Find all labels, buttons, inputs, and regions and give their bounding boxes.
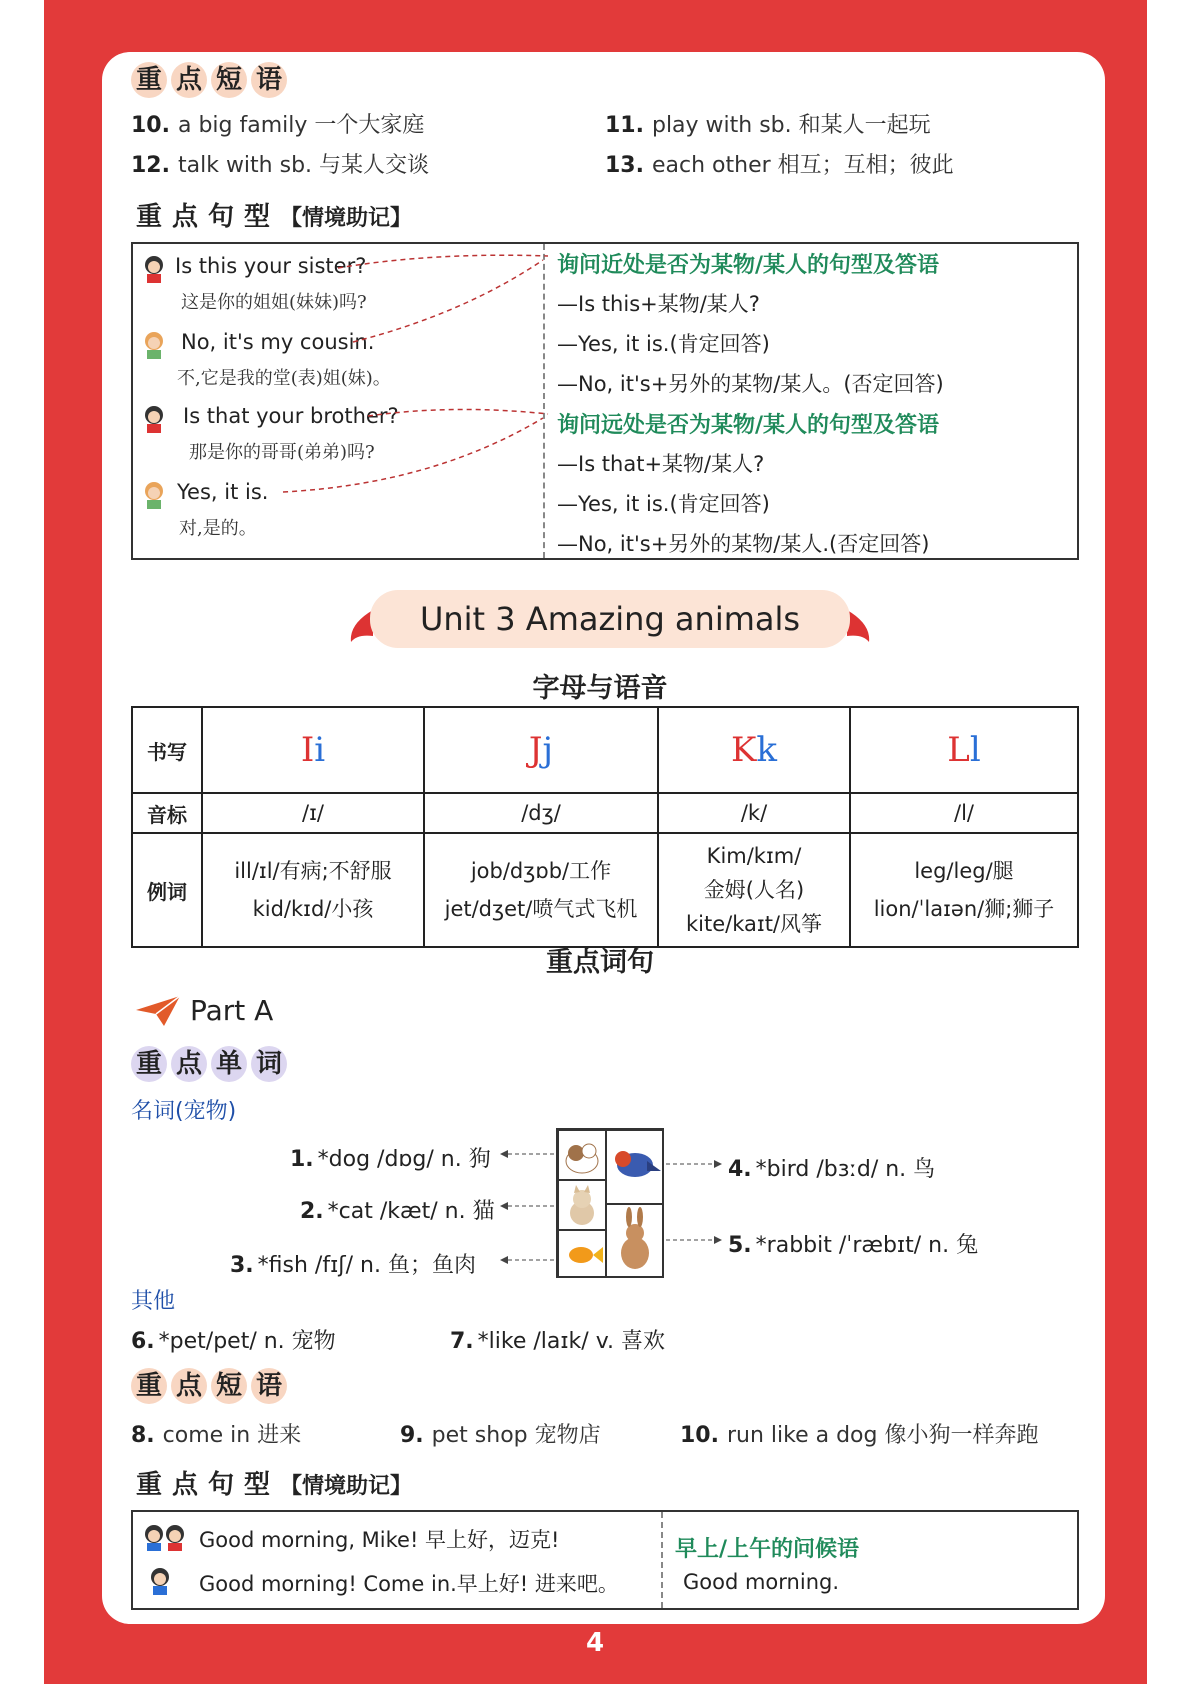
letter-glyph: Ll xyxy=(947,730,981,770)
letter-glyph: Jj xyxy=(528,730,554,770)
dialog-line: Good morning, Mike! 早上好，迈克! xyxy=(199,1528,560,1552)
dialog-en: Yes, it is. xyxy=(177,480,269,504)
rule-head: 询问远处是否为某物/某人的句型及答语 xyxy=(557,413,940,438)
phrase-text: pet shop 宠物店 xyxy=(431,1423,601,1448)
sentence-tag: 【情境助记】 xyxy=(280,206,413,231)
row-label: 音标 xyxy=(132,793,202,833)
phrase-item xyxy=(605,148,954,179)
sentence-tag: 【情境助记】 xyxy=(280,1474,413,1499)
ipa-cell: /dʒ/ xyxy=(424,793,658,833)
letters-heading: 字母与语音 xyxy=(532,673,668,704)
example-word: lion/ˈlaɪən/狮;狮子 xyxy=(873,897,1055,921)
phrase-num: 12. xyxy=(131,153,170,178)
letter-cell xyxy=(658,707,850,793)
two-kids-avatar-icon xyxy=(143,1522,187,1552)
phrase-text: play with sb. 和某人一起玩 xyxy=(651,113,931,138)
dialog-line: Good morning! Come in.早上好! 进来吧。 xyxy=(199,1572,619,1596)
title-char: 语 xyxy=(251,62,287,98)
example-word: job/dʒɒb/工作 xyxy=(470,859,612,883)
vocab-text: *cat /kæt/ n. 猫 xyxy=(327,1199,495,1224)
title-char: 点 xyxy=(171,1046,207,1082)
letter-glyph: Kk xyxy=(730,730,777,770)
title-char: 词 xyxy=(251,1046,287,1082)
bird-picture xyxy=(606,1130,664,1204)
rule-line: —Yes, it is.(肯定回答) xyxy=(557,332,770,356)
vocab-item xyxy=(131,1324,336,1355)
phrase-text: run like a dog 像小狗一样奔跑 xyxy=(726,1423,1039,1448)
example-row xyxy=(132,833,1078,947)
vocab-num: 3. xyxy=(230,1253,254,1278)
example-cell xyxy=(424,833,658,947)
example-word: kite/kaɪt/风筝 xyxy=(686,912,822,936)
title-char: 重 xyxy=(131,62,167,98)
right-arrows xyxy=(664,1150,724,1250)
vocab-item xyxy=(290,1142,491,1173)
dialog-cn: 这是你的姐姐(妹妹)吗? xyxy=(181,292,367,313)
cat-picture xyxy=(558,1180,606,1230)
other-group-label: 其他 xyxy=(131,1289,176,1314)
example-word: leg/leg/腿 xyxy=(914,859,1014,883)
title-char: 语 xyxy=(251,1368,287,1404)
left-arrows xyxy=(496,1140,556,1270)
letter-cell xyxy=(424,707,658,793)
example-word: Kim/kɪm/ xyxy=(706,844,802,868)
dialog-cn: 不,它是我的堂(表)姐(妹)。 xyxy=(177,368,391,389)
writing-row xyxy=(132,707,1078,793)
vocab-text: *pet/pet/ n. 宠物 xyxy=(158,1329,336,1354)
rule-line: —No, it's+另外的某物/某人。(否定回答) xyxy=(557,372,944,396)
dialog-cn: 那是你的哥哥(弟弟)吗? xyxy=(189,442,375,463)
example-cell xyxy=(658,833,850,947)
vocab-text: *rabbit /ˈræbɪt/ n. 兔 xyxy=(755,1233,979,1258)
pet-pictures xyxy=(556,1128,664,1278)
phrase-text: a big family 一个大家庭 xyxy=(177,113,425,138)
vocab-text: *bird /bɜːd/ n. 鸟 xyxy=(755,1157,936,1182)
phrase-num: 11. xyxy=(605,113,644,138)
vocab-text: *dog /dɒg/ n. 狗 xyxy=(317,1147,491,1172)
dialog-en: Is that your brother? xyxy=(183,404,399,428)
phrase-num: 10. xyxy=(131,113,170,138)
title-char: 短 xyxy=(211,1368,247,1404)
vocab-item xyxy=(230,1248,476,1279)
title-char: 重 xyxy=(131,1368,167,1404)
phrase-item xyxy=(680,1418,1038,1449)
rule-line: Good morning. xyxy=(683,1570,840,1594)
letter-cell xyxy=(850,707,1078,793)
vocab-num: 2. xyxy=(300,1199,324,1224)
phrase-num: 9. xyxy=(400,1423,424,1448)
vocab-item xyxy=(300,1194,495,1225)
vocab-item xyxy=(728,1228,978,1259)
phrase-text: each other 相互；互相；彼此 xyxy=(651,153,954,178)
sentence-title-text: 重点句型 xyxy=(136,202,281,232)
unit-title: Unit 3 Amazing animals xyxy=(370,590,850,648)
rule-line: —Is this+某物/某人? xyxy=(557,292,760,316)
sentence-box-top xyxy=(131,242,1079,560)
phrase-item xyxy=(131,148,429,179)
phrases-title-bottom xyxy=(131,1368,287,1404)
example-cell xyxy=(202,833,424,947)
phrase-num: 13. xyxy=(605,153,644,178)
title-char: 点 xyxy=(171,1368,207,1404)
phrase-item xyxy=(131,108,424,139)
sentence-title-text: 重点句型 xyxy=(136,1470,281,1500)
phrases-title-top xyxy=(131,62,287,98)
vocab-item xyxy=(450,1324,665,1355)
fish-picture xyxy=(558,1230,606,1278)
vocab-num: 5. xyxy=(728,1233,752,1258)
vocab-num: 1. xyxy=(290,1147,314,1172)
dialog-cn: 对,是的。 xyxy=(179,518,257,539)
phrase-item xyxy=(400,1418,601,1449)
title-char: 点 xyxy=(171,62,207,98)
example-cell xyxy=(850,833,1078,947)
dialog-en: Is this your sister? xyxy=(175,254,367,278)
phrase-text: come in 进来 xyxy=(162,1423,302,1448)
letter-glyph: Ii xyxy=(300,730,326,770)
noun-group-label: 名词(宠物) xyxy=(131,1099,237,1124)
paper-plane-icon xyxy=(134,994,182,1028)
phrase-text: talk with sb. 与某人交谈 xyxy=(177,153,430,178)
dog-picture xyxy=(558,1130,606,1180)
title-char: 单 xyxy=(211,1046,247,1082)
phrase-item xyxy=(131,1418,301,1449)
rule-line: —Is that+某物/某人? xyxy=(557,452,765,476)
sentence-title-top xyxy=(136,196,412,233)
phrase-item xyxy=(605,108,931,139)
phrase-num: 8. xyxy=(131,1423,155,1448)
phrase-num: 10. xyxy=(680,1423,719,1448)
page-number: 4 xyxy=(585,1628,605,1658)
ipa-cell: /k/ xyxy=(658,793,850,833)
dialog-en: No, it's my cousin. xyxy=(181,330,375,354)
letter-cell xyxy=(202,707,424,793)
example-word: 金姆(人名) xyxy=(703,878,805,902)
example-word: kid/kɪd/小孩 xyxy=(252,897,374,921)
words-title xyxy=(131,1046,287,1082)
rule-line: —Yes, it is.(肯定回答) xyxy=(557,492,770,516)
example-word: jet/dʒet/喷气式飞机 xyxy=(444,897,638,921)
rule-head: 早上/上午的问候语 xyxy=(675,1537,860,1562)
words-heading: 重点词句 xyxy=(546,947,654,978)
vocab-num: 4. xyxy=(728,1157,752,1182)
boy-avatar-icon xyxy=(147,1566,173,1596)
ipa-cell: /ɪ/ xyxy=(202,793,424,833)
vocab-text: *like /laɪk/ v. 喜欢 xyxy=(477,1329,666,1354)
row-label: 例词 xyxy=(132,833,202,947)
rabbit-picture xyxy=(606,1204,664,1278)
vocab-text: *fish /fɪʃ/ n. 鱼；鱼肉 xyxy=(257,1253,476,1278)
title-char: 短 xyxy=(211,62,247,98)
box-divider xyxy=(661,1512,663,1608)
rule-head: 询问近处是否为某物/某人的句型及答语 xyxy=(557,253,940,278)
part-label: Part A xyxy=(190,994,274,1027)
sentence-title-bottom xyxy=(136,1464,412,1501)
vocab-item xyxy=(728,1152,935,1183)
vocab-num: 6. xyxy=(131,1329,155,1354)
ipa-row xyxy=(132,793,1078,833)
sentence-box-bottom xyxy=(131,1510,1079,1610)
row-label: 书写 xyxy=(132,707,202,793)
example-word: ill/ɪl/有病;不舒服 xyxy=(234,859,392,883)
rule-line: —No, it's+另外的某物/某人.(否定回答) xyxy=(557,532,930,556)
ipa-cell: /l/ xyxy=(850,793,1078,833)
title-char: 重 xyxy=(131,1046,167,1082)
vocab-num: 7. xyxy=(450,1329,474,1354)
letter-table xyxy=(131,706,1079,948)
